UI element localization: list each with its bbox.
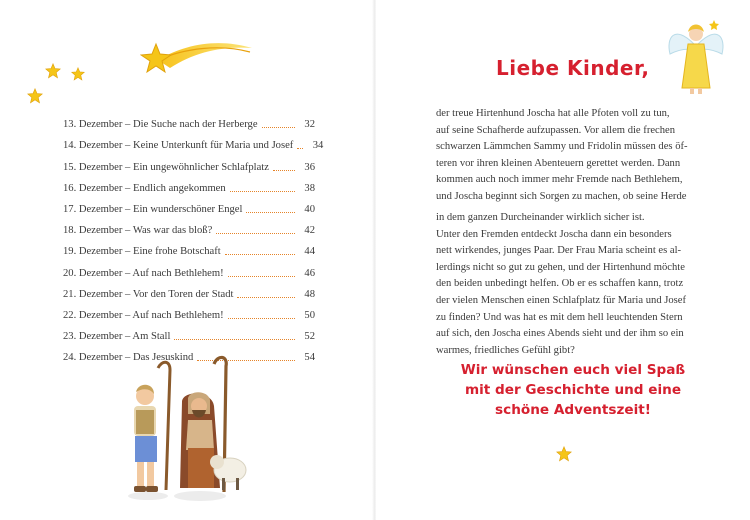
small-star-icon: [45, 63, 61, 79]
toc-entry: [63, 237, 315, 258]
letter-text-line: nett wirkendes, junges Paar. Der Frau Maria scheint es al-: [436, 245, 682, 257]
letter-text-line: auf seine Schafherde aufzupassen. Vor allem die frechen: [436, 124, 676, 136]
toc-entry-title: 14. Dezember – Keine Unterkunft für Maria und Josef: [63, 140, 294, 152]
toc-entry: [63, 152, 315, 173]
toc-dot-leader: [230, 191, 295, 192]
letter-paragraph-1: [436, 106, 708, 206]
toc-entry-title: 17. Dezember – Ein wunderschöner Engel: [63, 203, 243, 215]
toc-entry: [63, 195, 315, 216]
toc-dot-leader: [246, 212, 295, 213]
toc-entry-title: 16. Dezember – Endlich angekommen: [63, 182, 226, 194]
toc-entry-title: 24. Dezember – Das Jesuskind: [63, 352, 194, 364]
toc-entry-page-number: 50: [304, 309, 315, 321]
toc-dot-leader: [225, 254, 295, 255]
toc-dot-leader: [297, 148, 303, 149]
closing-text-line: schöne Adventszeit!: [495, 402, 651, 418]
letter-text-line: teren vor ihren kleinen Abenteuern gerettet werden. Dann: [436, 157, 681, 169]
toc-dot-leader: [273, 170, 295, 171]
toc-dot-leader: [216, 233, 295, 234]
toc-entry: [63, 110, 315, 131]
closing-wish: [428, 360, 718, 420]
toc-dot-leader: [174, 339, 295, 340]
toc-dot-leader: [237, 297, 295, 298]
letter-text-line: lerdings nicht so gut zu gehen, und der Hirtenhund möchte: [436, 261, 685, 273]
toc-entry-title: 15. Dezember – Ein ungewöhnlicher Schlafplatz: [63, 161, 269, 173]
toc-entry-title: 13. Dezember – Die Suche nach der Herberge: [63, 119, 258, 131]
toc-entry: [63, 216, 315, 237]
letter-paragraph-2: [436, 210, 708, 359]
toc-entry-page-number: 46: [304, 267, 315, 279]
letter-text-line: in dem ganzen Durcheinander wirklich sicher ist.: [436, 212, 645, 223]
toc-entry-title: 21. Dezember – Vor den Toren der Stadt: [63, 288, 234, 300]
letter-text-line: zu finden? Und was hat es mit dem hell leuchtenden Stern: [436, 311, 683, 323]
toc-dot-leader: [228, 318, 295, 319]
closing-text-line: Wir wünschen euch viel Spaß: [460, 362, 686, 378]
toc-entry: [63, 131, 324, 152]
letter-text-line: Unter den Fremden entdeckt Joscha dann ein besonders: [436, 228, 672, 240]
toc-entry-title: 23. Dezember – Am Stall: [63, 331, 171, 343]
letter-text-line: und Joscha beginnt sich Sorgen zu machen, ob seine Herde: [436, 190, 687, 202]
toc-entry-title: 19. Dezember – Eine frohe Botschaft: [63, 246, 221, 258]
toc-entry-page-number: 54: [304, 352, 315, 364]
toc-entry-page-number: 34: [312, 140, 324, 152]
letter-text-line: der treue Hirtenhund Joscha hat alle Pfoten voll zu tun,: [436, 108, 670, 119]
toc-entry-page-number: 38: [304, 182, 315, 194]
toc-entry-page-number: 32: [304, 119, 315, 131]
left-page: [0, 0, 374, 520]
toc-entry-page-number: 48: [304, 288, 315, 300]
toc-entry-title: 18. Dezember – Was war das bloß?: [63, 225, 213, 237]
right-page: [376, 0, 750, 520]
toc-entry: [63, 322, 315, 343]
small-star-icon: [556, 446, 572, 462]
letter-text-line: warmes, friedliches Gefühl gibt?: [436, 344, 575, 356]
letter-text-line: der vielen Menschen einen Schlafplatz für Maria und Josef: [436, 294, 687, 306]
toc-entry: [63, 301, 315, 322]
toc-dot-leader: [262, 127, 295, 128]
toc-entry-page-number: 42: [304, 225, 315, 237]
letter-text-line: auf sich, den Joscha eines Abends sieht und der ihm so ein: [436, 328, 684, 340]
letter-text-line: schwarzen Lämmchen Sammy und Fridolin müssen des öf-: [436, 141, 688, 153]
toc-dot-leader: [228, 276, 295, 277]
toc-entry-page-number: 52: [304, 331, 315, 343]
letter-text-line: den beiden unbedingt helfen. Ob er es schaffen kann, trotz: [436, 278, 684, 290]
toc-entry: [63, 280, 315, 301]
toc-entry-title: 22. Dezember – Auf nach Bethlehem!: [63, 309, 224, 321]
small-star-icon: [71, 67, 85, 81]
toc-entry: [63, 258, 315, 279]
small-star-icon: [27, 88, 43, 104]
shepherds-with-sheep-illustration: [118, 350, 248, 502]
letter-text-line: kommen auch noch immer mehr Fremde nach Bethlehem,: [436, 174, 683, 186]
shooting-star-illustration: [140, 38, 255, 80]
toc-entry-page-number: 44: [304, 246, 315, 258]
toc-entry: [63, 174, 315, 195]
letter-heading: Liebe Kinder,: [496, 56, 650, 80]
toc-entry-page-number: 36: [304, 161, 315, 173]
toc-entry-page-number: 40: [304, 203, 315, 215]
closing-text-line: mit der Geschichte und eine: [464, 382, 682, 398]
table-of-contents: [63, 110, 324, 364]
toc-entry-title: 20. Dezember – Auf nach Bethlehem!: [63, 267, 224, 279]
